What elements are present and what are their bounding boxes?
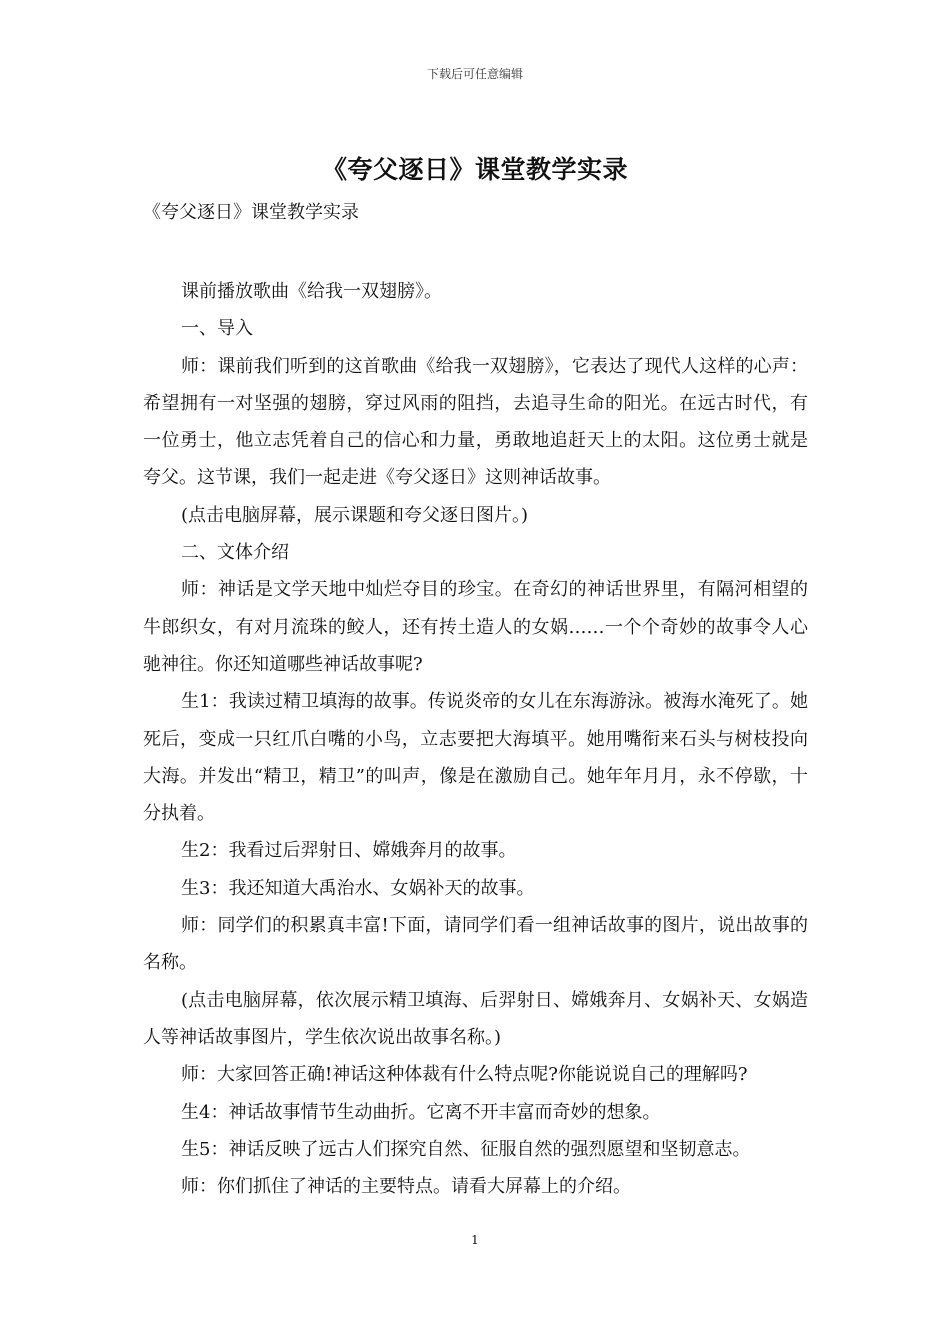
paragraph: 生5：神话反映了远古人们探究自然、征服自然的强烈愿望和坚韧意志。: [181, 1138, 751, 1160]
document-subtitle: 《夸父逐日》课堂教学实录: [143, 202, 359, 223]
section-heading: 一、导入: [181, 318, 253, 340]
paragraph: (点击电脑屏幕，展示课题和夸父逐日图片。): [181, 504, 529, 526]
paragraph: 师：大家回答正确!神话这种体裁有什么特点呢?你能说说自己的理解吗?: [181, 1064, 748, 1086]
paragraph: 师：你们抓住了神话的主要特点。请看大屏幕上的介绍。: [181, 1176, 631, 1198]
section-heading: 二、文体介绍: [181, 542, 289, 564]
paragraph: 师：课前我们听到的这首歌曲《给我一双翅膀》，它表达了现代人这样的心声：希望拥有一对坚强的翅膀，穿过风雨的阻挡，去追寻生命的阳光。在远古时代，有一位勇士，他立志凭着自己的信心和力量，勇敢地追赶天上的太阳。这位勇士就是夸父。这节课，我们一起走进《夸父逐日》这则神话故事。: [143, 355, 808, 489]
paragraph: 生3：我还知道大禹治水、女娲补天的故事。: [181, 877, 535, 899]
document-title: 《夸父逐日》课堂教学实录: [321, 155, 628, 184]
paragraph: 生2：我看过后羿射日、嫦娥奔月的故事。: [181, 840, 517, 862]
page-header-note: 下载后可任意编辑: [426, 67, 523, 81]
paragraph: 师：同学们的积累真丰富!下面，请同学们看一组神话故事的图片，说出故事的名称。: [143, 915, 808, 974]
document-body: [143, 273, 808, 1205]
paragraph: 师：神话是文学天地中灿烂夺目的珍宝。在奇幻的神话世界里，有隔河相望的牛郎织女，有对月流珠的鲛人，还有抟土造人的女娲……一个个奇妙的故事令人心驰神往。你还知道哪些神话故事呢?: [143, 579, 808, 675]
paragraph: (点击电脑屏幕，依次展示精卫填海、后羿射日、嫦娥奔月、女娲补天、女娲造人等神话故事图片，学生依次说出故事名称。): [143, 989, 808, 1048]
paragraph: 生1：我读过精卫填海的故事。传说炎帝的女儿在东海游泳。被海水淹死了。她死后，变成一只红爪白嘴的小鸟，立志要把大海填平。她用嘴衔来石头与树枝投向大海。并发出“精卫，精卫”的叫声，像是在激励自己。她年年月月，永不停歇，十分执着。: [143, 691, 808, 825]
paragraph: 课前播放歌曲《给我一双翅膀》。: [181, 281, 442, 302]
page-number: 1: [471, 1233, 479, 1247]
paragraph: 生4：神话故事情节生动曲折。它离不开丰富而奇妙的想象。: [181, 1101, 661, 1123]
